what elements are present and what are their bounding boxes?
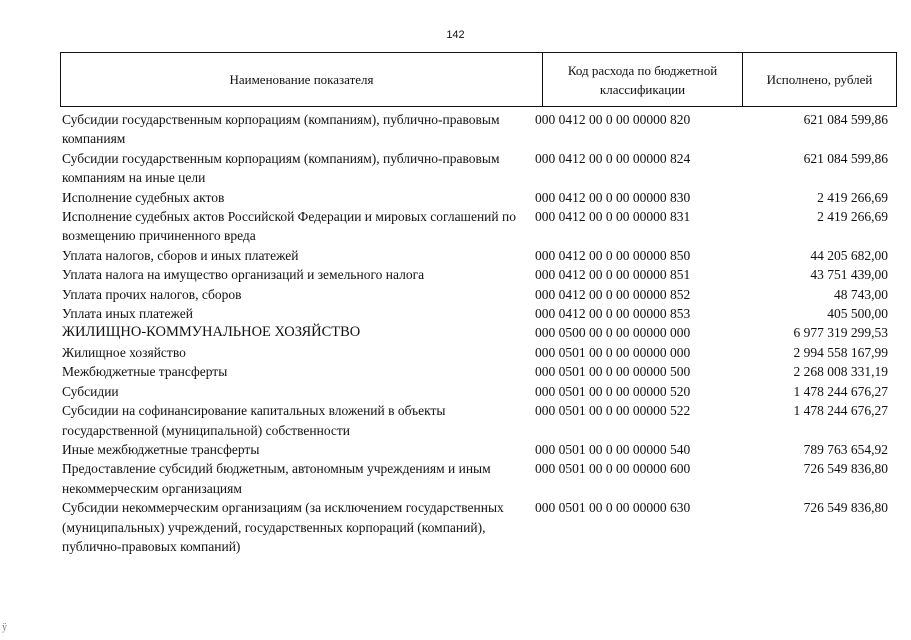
row-name: Субсидии государственным корпорациям (компаниям), публично-правовым компаниям на иные цели xyxy=(62,150,500,186)
row-name: Исполнение судебных актов Российской Федерации и мировых соглашений по возмещению причиненного вреда xyxy=(62,209,516,244)
table-row xyxy=(62,246,888,265)
row-amount: 726 549 836,80 xyxy=(803,500,888,516)
row-amount: 2 419 266,69 xyxy=(817,209,888,225)
row-code: 000 0500 00 0 00 00000 000 xyxy=(535,325,691,341)
table-row xyxy=(62,265,888,284)
table-row xyxy=(62,304,888,323)
row-name: Субсидии государственным корпорациям (компаниям), публично-правовым компаниям xyxy=(62,112,500,147)
row-amount: 1 478 244 676,27 xyxy=(793,383,888,399)
row-name: Уплата прочих налогов, сборов xyxy=(62,286,242,302)
table-row xyxy=(62,498,888,556)
page-number: 142 xyxy=(446,29,465,41)
row-code: 000 0501 00 0 00 00000 630 xyxy=(535,500,691,516)
row-code: 000 0412 00 0 00 00000 830 xyxy=(535,189,691,205)
row-name: Предоставление субсидий бюджетным, автономным учреждениям и иным некоммерческим организациям xyxy=(62,461,491,496)
row-amount: 6 977 319 299,53 xyxy=(793,325,888,341)
row-name: ЖИЛИЩНО-КОММУНАЛЬНОЕ ХОЗЯЙСТВО xyxy=(62,324,361,341)
row-code: 000 0412 00 0 00 00000 850 xyxy=(535,247,691,263)
row-amount: 621 084 599,86 xyxy=(803,112,888,127)
row-name: Уплата налога на имущество организаций и земельного налога xyxy=(62,267,425,283)
header-executed-amount: Исполнено, рублей xyxy=(766,72,873,87)
row-name: Субсидии некоммерческим организациям (за исключением государственных (муниципальных) учреждений, государственных корпораций (компаний), публично-правовых компаний) xyxy=(62,500,504,554)
row-amount: 43 751 439,00 xyxy=(810,267,888,283)
row-code: 000 0501 00 0 00 00000 520 xyxy=(535,383,691,399)
row-amount: 1 478 244 676,27 xyxy=(793,403,888,419)
table-row xyxy=(62,343,888,362)
row-code: 000 0412 00 0 00 00000 852 xyxy=(535,286,691,302)
table-row xyxy=(62,401,888,440)
row-code: 000 0412 00 0 00 00000 853 xyxy=(535,306,691,322)
row-code: 000 0412 00 0 00 00000 831 xyxy=(535,209,691,225)
row-name: Межбюджетные трансферты xyxy=(62,364,228,380)
table-row xyxy=(62,149,888,188)
row-code: 000 0412 00 0 00 00000 824 xyxy=(535,150,691,166)
row-amount: 621 084 599,86 xyxy=(803,150,888,166)
table-row xyxy=(62,285,888,304)
row-amount: 2 419 266,69 xyxy=(817,189,888,205)
row-name: Иные межбюджетные трансферты xyxy=(62,441,260,457)
table-body xyxy=(62,110,888,556)
table-row xyxy=(62,207,888,246)
scan-margin-mark: ÿ xyxy=(2,622,7,633)
table-row xyxy=(62,188,888,207)
header-budget-code: Код расхода по бюджетной классификации xyxy=(543,53,743,106)
row-code: 000 0412 00 0 00 00000 820 xyxy=(535,112,691,127)
row-amount: 405 500,00 xyxy=(827,306,888,322)
row-amount: 726 549 836,80 xyxy=(803,461,888,477)
row-name: Субсидии xyxy=(62,383,119,399)
row-name: Жилищное хозяйство xyxy=(62,344,186,360)
row-code: 000 0501 00 0 00 00000 522 xyxy=(535,403,691,419)
row-code: 000 0501 00 0 00 00000 500 xyxy=(535,364,691,380)
row-amount: 2 268 008 331,19 xyxy=(793,364,888,380)
table-row-section xyxy=(62,323,888,342)
row-code: 000 0501 00 0 00 00000 600 xyxy=(535,461,691,477)
row-code: 000 0501 00 0 00 00000 000 xyxy=(535,344,691,360)
table-row xyxy=(62,382,888,401)
table-row xyxy=(62,459,888,498)
row-name: Субсидии на софинансирование капитальных вложений в объекты государственной (муниципальной) собственности xyxy=(62,403,446,438)
row-amount: 789 763 654,92 xyxy=(803,441,888,457)
row-amount: 48 743,00 xyxy=(834,286,888,302)
row-name: Уплата налогов, сборов и иных платежей xyxy=(62,247,299,263)
row-amount: 44 205 682,00 xyxy=(810,247,888,263)
row-name: Уплата иных платежей xyxy=(62,306,193,322)
row-amount: 2 994 558 167,99 xyxy=(793,344,888,360)
row-code: 000 0501 00 0 00 00000 540 xyxy=(535,441,691,457)
header-indicator-name: Наименование показателя xyxy=(61,53,543,106)
table-row xyxy=(62,362,888,381)
row-code: 000 0412 00 0 00 00000 851 xyxy=(535,267,691,283)
table-row xyxy=(62,110,888,149)
row-name: Исполнение судебных актов xyxy=(62,189,225,205)
table-row xyxy=(62,440,888,459)
table-header xyxy=(60,52,897,107)
